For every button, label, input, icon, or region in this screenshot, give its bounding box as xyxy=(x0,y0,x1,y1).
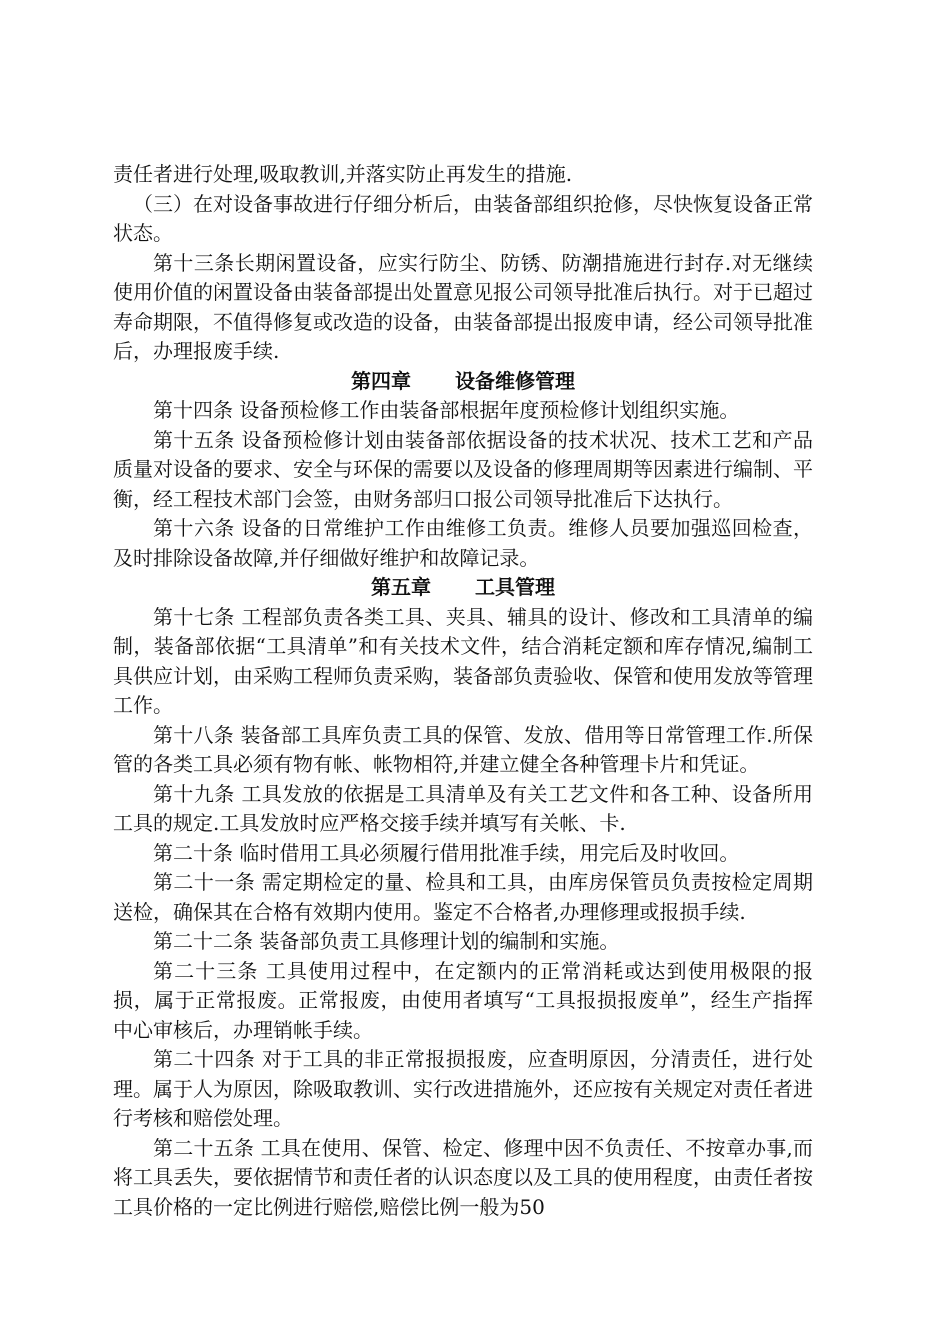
paragraph-article-15: 第十五条 设备预检修计划由装备部依据设备的技术状况、技术工艺和产品质量对设备的要求、安全与环保的需要以及设备的修理周期等因素进行编制、平衡，经工程技术部门会签，由财务部归口报公司领导批准后下达执行。 xyxy=(113,427,813,511)
paragraph: 责任者进行处理,吸取教训,并落实防止再发生的措施. xyxy=(113,162,573,186)
document-page xyxy=(113,160,813,1222)
paragraph: （三）在对设备事故进行仔细分析后，由装备部组织抢修，尽快恢复设备正常状态。 xyxy=(113,191,813,245)
paragraph-article-13: 第十三条长期闲置设备，应实行防尘、防锈、防潮措施进行封存.对无继续使用价值的闲置设备由装备部提出处置意见报公司领导批准后执行。对于已超过寿命期限，不值得修复或改造的设备，由装备部提出报废申请，经公司领导批准后，办理报废手续. xyxy=(113,250,813,363)
chapter-heading-4 xyxy=(113,367,813,397)
paragraph-article-24: 第二十四条 对于工具的非正常报损报废，应查明原因，分清责任，进行处理。属于人为原因，除吸取教训、实行改进措施外，还应按有关规定对责任者进行考核和赔偿处理。 xyxy=(113,1047,813,1130)
paragraph-article-19: 第十九条 工具发放的依据是工具清单及有关工艺文件和各工种、设备所用工具的规定.工具发放时应严格交接手续并填写有关帐、卡. xyxy=(113,781,813,835)
chapter-number: 第五章 xyxy=(371,575,431,599)
paragraph-article-25: 第二十五条 工具在使用、保管、检定、修理中因不负责任、不按章办事,而将工具丢失，要依据情节和责任者的认识态度以及工具的使用程度，由责任者按工具价格的一定比例进行赔偿,赔偿比例一般为50 xyxy=(113,1135,813,1219)
chapter-heading-5 xyxy=(113,573,813,603)
paragraph-article-22: 第二十二条 装备部负责工具修理计划的编制和实施。 xyxy=(153,929,620,953)
paragraph-article-23: 第二十三条 工具使用过程中，在定额内的正常消耗或达到使用极限的报损，属于正常报废。正常报废，由使用者填写“工具报损报废单”，经生产指挥中心审核后，办理销帐手续。 xyxy=(113,958,813,1042)
paragraph-article-17: 第十七条 工程部负责各类工具、夹具、辅具的设计、修改和工具清单的编制，装备部依据“工具清单”和有关技术文件，结合消耗定额和库存情况,编制工具供应计划，由采购工程师负责采购，装备部负责验收、保管和使用发放等管理工作。 xyxy=(113,604,813,717)
paragraph-article-18: 第十八条 装备部工具库负责工具的保管、发放、借用等日常管理工作.所保管的各类工具必须有物有帐、帐物相符,并建立健全各种管理卡片和凭证。 xyxy=(113,722,813,776)
chapter-title: 设备维修管理 xyxy=(455,368,575,393)
paragraph-article-16: 第十六条 设备的日常维护工作由维修工负责。维修人员要加强巡回检查，及时排除设备故障,并仔细做好维护和故障记录。 xyxy=(113,516,813,570)
paragraph-article-14: 第十四条 设备预检修工作由装备部根据年度预检修计划组织实施。 xyxy=(153,398,740,422)
paragraph-article-20: 第二十条 临时借用工具必须履行借用批准手续，用完后及时收回。 xyxy=(153,840,740,865)
paragraph-article-21: 第二十一条 需定期检定的量、检具和工具，由库房保管员负责按检定周期送检，确保其在合格有效期内使用。鉴定不合格者,办理修理或报损手续. xyxy=(113,870,813,924)
chapter-number: 第四章 xyxy=(351,368,411,393)
chapter-title: 工具管理 xyxy=(475,575,555,599)
